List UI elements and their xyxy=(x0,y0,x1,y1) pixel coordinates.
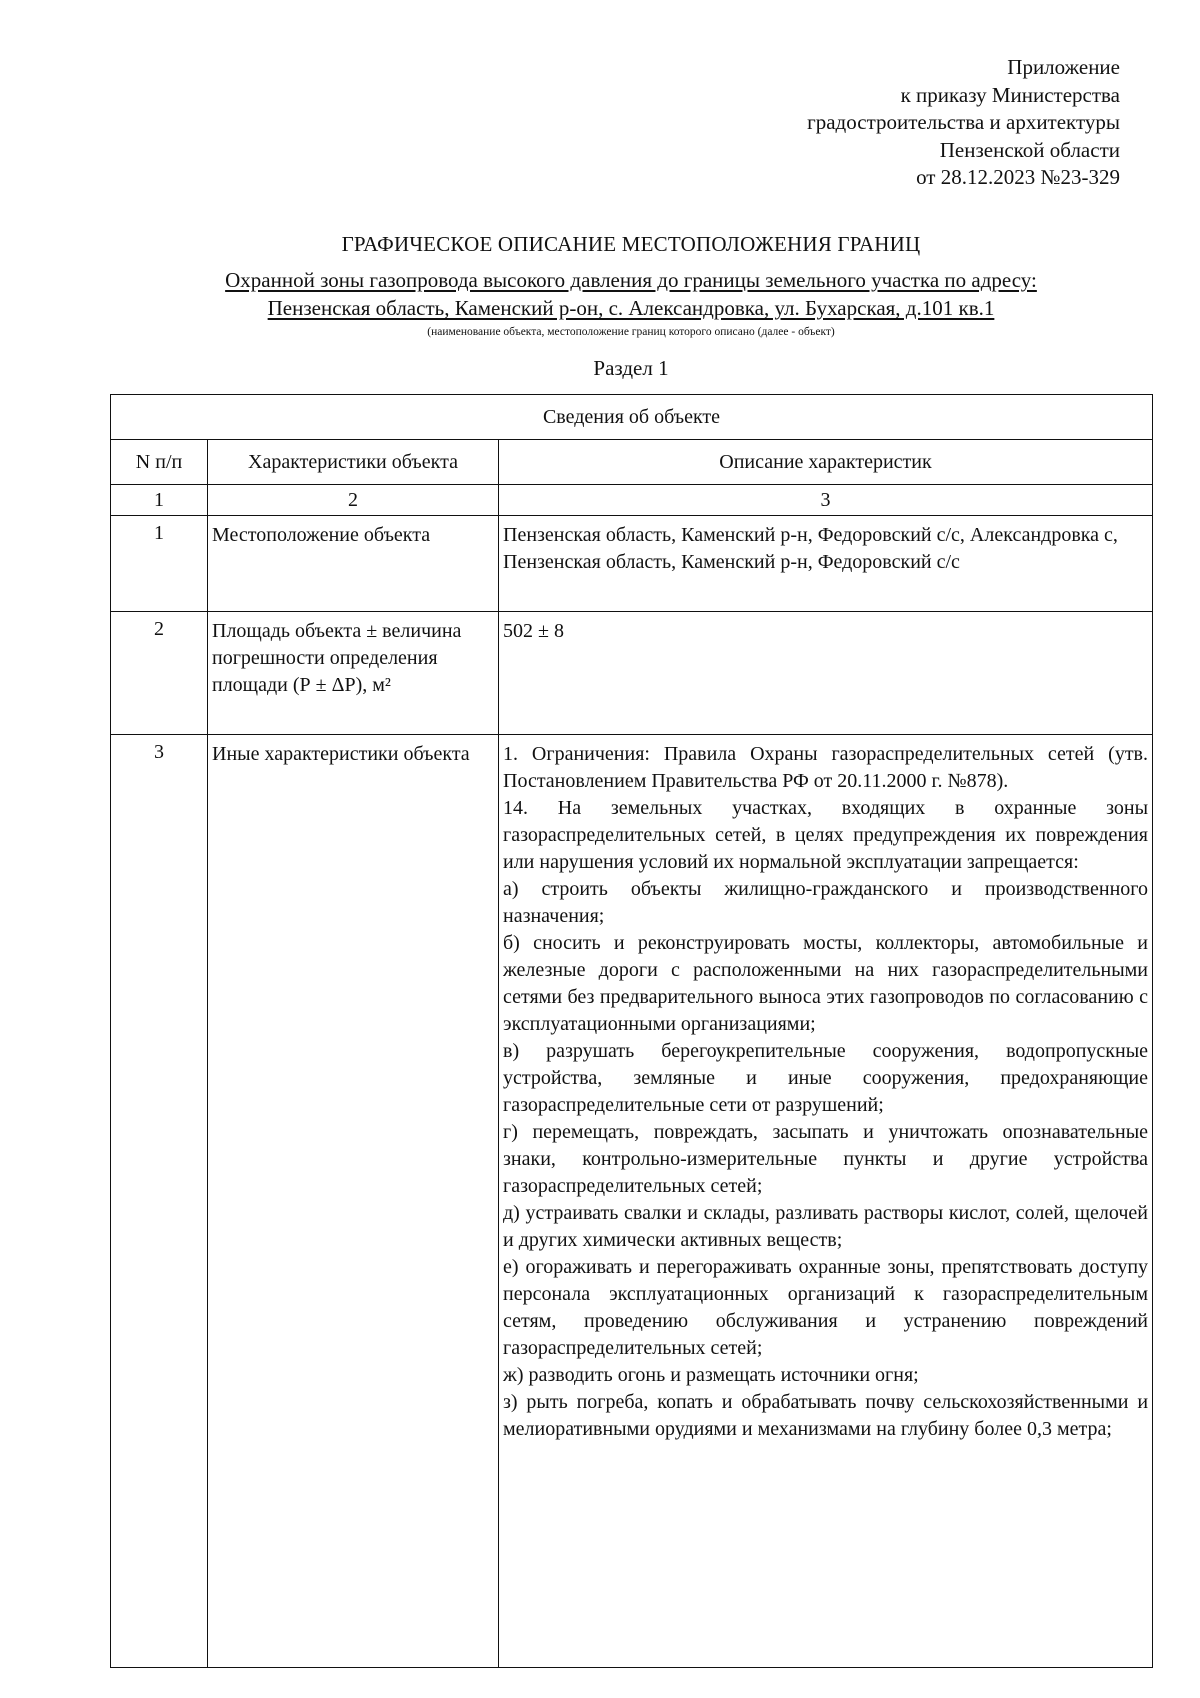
column-number-row xyxy=(111,485,1153,516)
row-label: Площадь объекта ± величина погрешности определения площади (Р ± ΔР), м² xyxy=(208,612,499,735)
restriction-paragraph: з) рыть погреба, копать и обрабатывать почву сельскохозяйственными и мелиоративными орудиями и механизмами на глубину более 0,3 метра; xyxy=(503,1391,1149,1440)
object-name-note: (наименование объекта, местоположение границ которого описано (далее - объект) xyxy=(427,326,835,338)
column-number: 1 xyxy=(111,485,208,516)
table-caption: Сведения об объекте xyxy=(111,395,1153,440)
header-cell-characteristic: Характеристики объекта xyxy=(208,440,499,485)
restriction-paragraph: в) разрушать берегоукрепительные сооружения, водопропускные устройства, земляные и иные сооружения, предохраняющие газораспределительные сети от разрушений; xyxy=(503,1040,1149,1116)
restriction-paragraph: б) сносить и реконструировать мосты, коллекторы, автомобильные и железные дороги с расположенными на них газораспределительными сетями без предварительного выноса этих газопроводов по согласованию с эксплуатационными организациями; xyxy=(503,932,1149,1035)
approval-line: Пензенской области xyxy=(939,137,1120,162)
object-name xyxy=(0,266,1200,322)
restriction-paragraph: ж) разводить огонь и размещать источники огня; xyxy=(503,1364,919,1386)
approval-line: от 28.12.2023 №23-329 xyxy=(916,165,1120,189)
row-value: Пензенская область, Каменский р-н, Федоровский с/с, Александровка с, Пензенская область, Каменский р-н, Федоровский с/с xyxy=(499,516,1153,612)
table-row xyxy=(111,612,1153,735)
section-heading: Раздел 1 xyxy=(593,356,669,380)
object-name-line: Охранной зоны газопровода высокого давления до границы земельного участка по адресу: xyxy=(225,268,1037,292)
document-title: ГРАФИЧЕСКОЕ ОПИСАНИЕ МЕСТОПОЛОЖЕНИЯ ГРАНИЦ xyxy=(341,232,921,256)
restriction-paragraph: г) перемещать, повреждать, засыпать и уничтожать опознавательные знаки, контрольно-измерительные пункты и другие устройства газораспределительных сетей; xyxy=(503,1121,1149,1197)
approval-line: градостроительства и архитектуры xyxy=(807,110,1120,134)
row-number: 1 xyxy=(111,516,208,612)
restriction-paragraph: е) огораживать и перегораживать охранные зоны, препятствовать доступу персонала эксплуатационных организаций к газораспределительным сетям, проведению обслуживания и устранению повреждений газораспределительных сетей; xyxy=(503,1256,1149,1359)
object-name-line: Пензенская область, Каменский р-он, с. Александровка, ул. Бухарская, д.101 кв.1 xyxy=(267,296,995,320)
approval-line: к приказу Министерства xyxy=(900,82,1120,107)
row-value: 502 ± 8 xyxy=(499,612,1153,735)
approval-block xyxy=(807,54,1120,192)
row-value xyxy=(499,735,1153,1668)
header-cell-number: N п/п xyxy=(111,440,208,485)
table-header-row xyxy=(111,440,1153,485)
table-row xyxy=(111,516,1153,612)
table-row xyxy=(111,735,1153,1668)
restriction-paragraph: 1. Ограничения: Правила Охраны газораспределительных сетей (утв. Постановлением Правительства РФ от 20.11.2000 г. №878). xyxy=(503,743,1149,792)
approval-line: Приложение xyxy=(1007,55,1120,79)
column-number: 2 xyxy=(208,485,499,516)
row-number: 2 xyxy=(111,612,208,735)
row-number: 3 xyxy=(111,735,208,1668)
row-label: Иные характеристики объекта xyxy=(208,735,499,1668)
restriction-paragraph: 14. На земельных участках, входящих в охранные зоны газораспределительных сетей, в целях предупреждения их повреждения или нарушения условий их нормальной эксплуатации запрещается: xyxy=(503,797,1149,873)
header-cell-description: Описание характеристик xyxy=(499,440,1153,485)
row-label: Местоположение объекта xyxy=(208,516,499,612)
restriction-paragraph: д) устраивать свалки и склады, разливать растворы кислот, солей, щелочей и других химически активных веществ; xyxy=(503,1202,1149,1251)
restriction-paragraph: а) строить объекты жилищно-гражданского и производственного назначения; xyxy=(503,878,1149,927)
column-number: 3 xyxy=(499,485,1153,516)
object-info-table xyxy=(110,394,1153,1668)
